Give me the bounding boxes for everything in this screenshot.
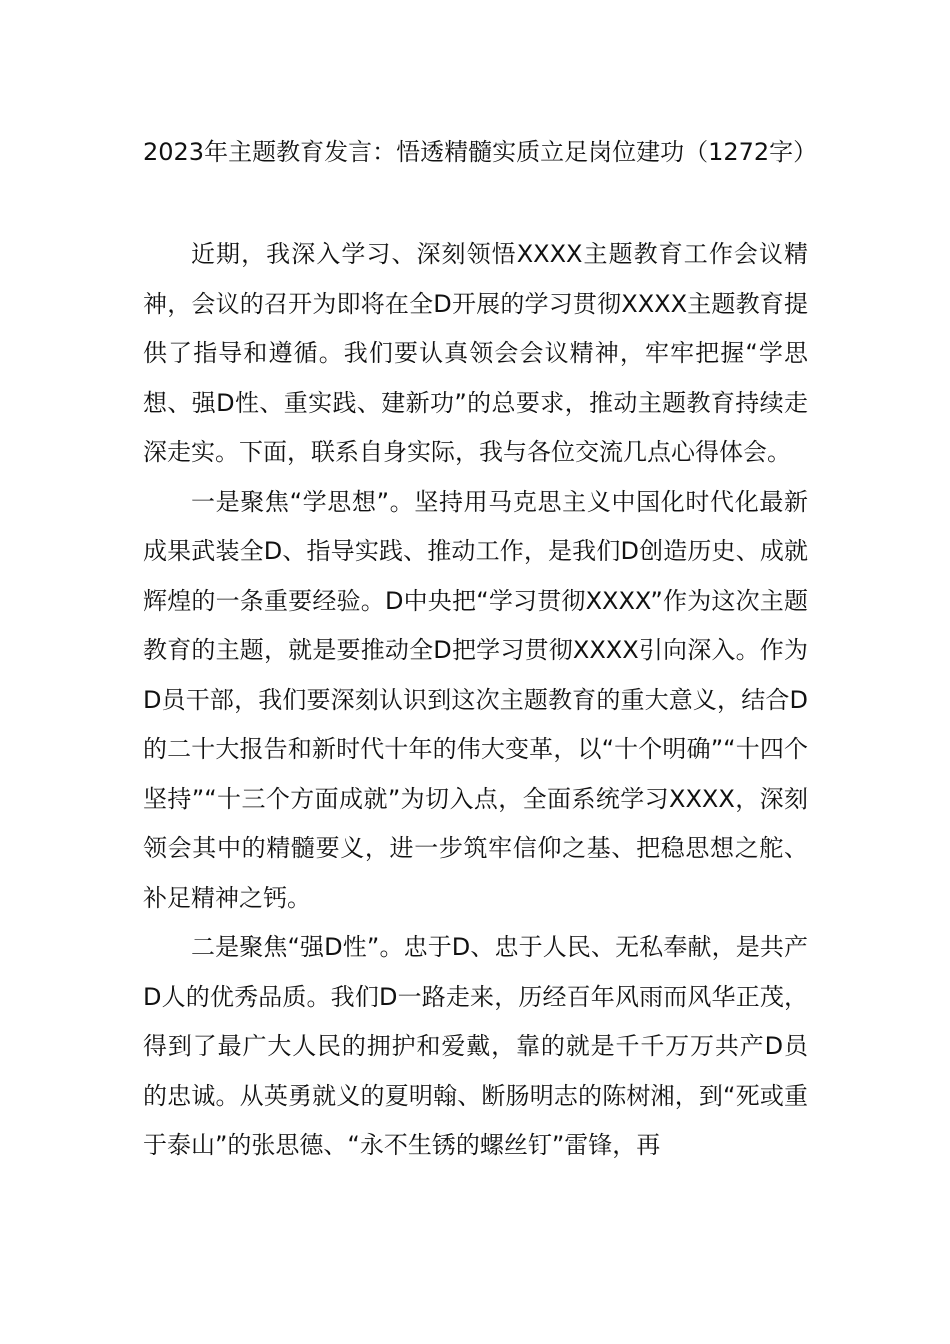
paragraph-point-one: 一是聚焦“学思想”。坚持用马克思主义中国化时代化最新成果武装全D、指导实践、推动工作，是我们D创造历史、成就辉煌的一条重要经验。D中央把“学习贯彻XXXX”作为这次主题教育的主题，就是要推动全D把学习贯彻XXXX引向深入。作为D员干部，我们要深刻认识到这次主题教育的重大意义，结合D的二十大报告和新时代十年的伟大变革，以“十个明确”“十四个坚持”“十三个方面成就”为切入点，全面系统学习XXXX，深刻领会其中的精髓要义，进一步筑牢信仰之基、把稳思想之舵、补足精神之钙。 [143,487,808,912]
paragraph-intro: 近期，我深入学习、深刻领悟XXXX主题教育工作会议精神，会议的召开为即将在全D开展的学习贯彻XXXX主题教育提供了指导和遵循。我们要认真领会会议精神，牢牢把握“学思想、强D性、重实践、建新功”的总要求，推动主题教育持续走深走实。下面，联系自身实际，我与各位交流几点心得体会。 [143,240,808,466]
document-title: 2023年主题教育发言：悟透精髓实质立足岗位建功（1272字） [143,138,818,166]
paragraph-point-two: 二是聚焦“强D性”。忠于D、忠于人民、无私奉献，是共产D人的优秀品质。我们D一路走来，历经百年风雨而风华正茂，得到了最广大人民的拥护和爱戴，靠的就是千千万万共产D员的忠诚。从英勇就义的夏明翰、断肠明志的陈树湘，到“死或重于泰山”的张思德、“永不生锈的螺丝钉”雷锋，再 [143,933,808,1159]
document-body [143,128,818,1171]
